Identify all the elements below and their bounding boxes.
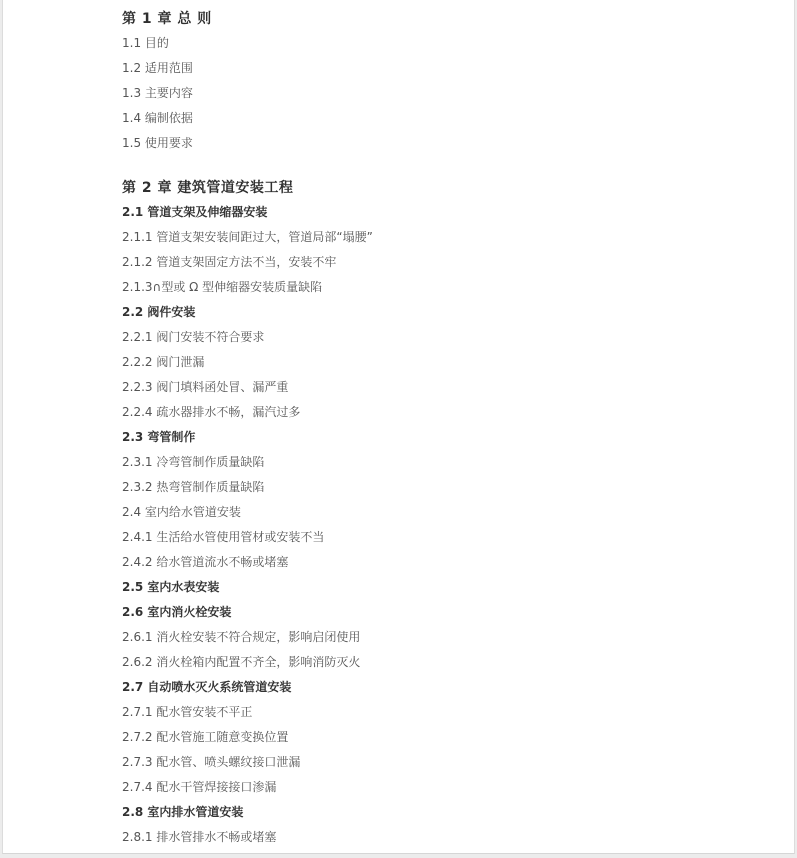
toc-entry[interactable]: 1.5 使用要求 xyxy=(122,136,193,150)
toc-entry[interactable]: 2.7.2 配水管施工随意变换位置 xyxy=(122,730,289,744)
toc-section-entry[interactable]: 2.7 自动喷水灭火系统管道安装 xyxy=(122,680,292,694)
toc-entry[interactable]: 2.1.2 管道支架固定方法不当，安装不牢 xyxy=(122,255,337,269)
toc-entry[interactable]: 1.2 适用范围 xyxy=(122,61,193,75)
toc-section-entry[interactable]: 2.8 室内排水管道安装 xyxy=(122,805,244,819)
toc-entry[interactable]: 2.3.2 热弯管制作质量缺陷 xyxy=(122,480,265,494)
toc-entry[interactable]: 2.7.1 配水管安装不平正 xyxy=(122,705,253,719)
toc-entry[interactable]: 2.2.1 阀门安装不符合要求 xyxy=(122,330,265,344)
toc-entry[interactable]: 2.2.2 阀门泄漏 xyxy=(122,355,205,369)
toc-section-entry[interactable]: 2.1 管道支架及伸缩器安装 xyxy=(122,205,268,219)
document-page xyxy=(2,0,795,854)
toc-entry[interactable]: 1.1 目的 xyxy=(122,36,169,50)
table-of-contents xyxy=(122,7,762,850)
toc-section-entry[interactable]: 2.5 室内水表安装 xyxy=(122,580,220,594)
chapter-heading[interactable]: 第 1 章 总 则 xyxy=(122,11,212,27)
toc-entry[interactable]: 2.4.2 给水管道流水不畅或堵塞 xyxy=(122,555,289,569)
toc-entry[interactable]: 2.1.3∩型或 Ω 型伸缩器安装质量缺陷 xyxy=(122,280,323,294)
toc-section-entry[interactable]: 2.3 弯管制作 xyxy=(122,430,196,444)
toc-entry[interactable]: 2.1.1 管道支架安装间距过大，管道局部“塌腰” xyxy=(122,230,373,244)
toc-entry[interactable]: 2.7.4 配水干管焊接接口渗漏 xyxy=(122,780,277,794)
toc-entry[interactable]: 2.2.4 疏水器排水不畅，漏汽过多 xyxy=(122,405,301,419)
toc-entry[interactable]: 2.6.2 消火栓箱内配置不齐全，影响消防灭火 xyxy=(122,655,361,669)
toc-entry[interactable]: 1.4 编制依据 xyxy=(122,111,193,125)
toc-section-entry[interactable]: 2.2 阀件安装 xyxy=(122,305,196,319)
chapter-heading[interactable]: 第 2 章 建筑管道安装工程 xyxy=(122,180,294,196)
toc-entry[interactable]: 2.4.1 生活给水管使用管材或安装不当 xyxy=(122,530,325,544)
toc-entry[interactable]: 2.7.3 配水管、喷头螺纹接口泄漏 xyxy=(122,755,301,769)
toc-entry[interactable]: 1.3 主要内容 xyxy=(122,86,193,100)
toc-entry[interactable]: 2.8.1 排水管排水不畅或堵塞 xyxy=(122,830,277,844)
toc-entry[interactable]: 2.6.1 消火栓安装不符合规定，影响启闭使用 xyxy=(122,630,361,644)
toc-entry[interactable]: 2.4 室内给水管道安装 xyxy=(122,505,241,519)
toc-entry[interactable]: 2.2.3 阀门填料函处冒、漏严重 xyxy=(122,380,289,394)
toc-entry[interactable]: 2.3.1 冷弯管制作质量缺陷 xyxy=(122,455,265,469)
toc-section-entry[interactable]: 2.6 室内消火栓安装 xyxy=(122,605,232,619)
